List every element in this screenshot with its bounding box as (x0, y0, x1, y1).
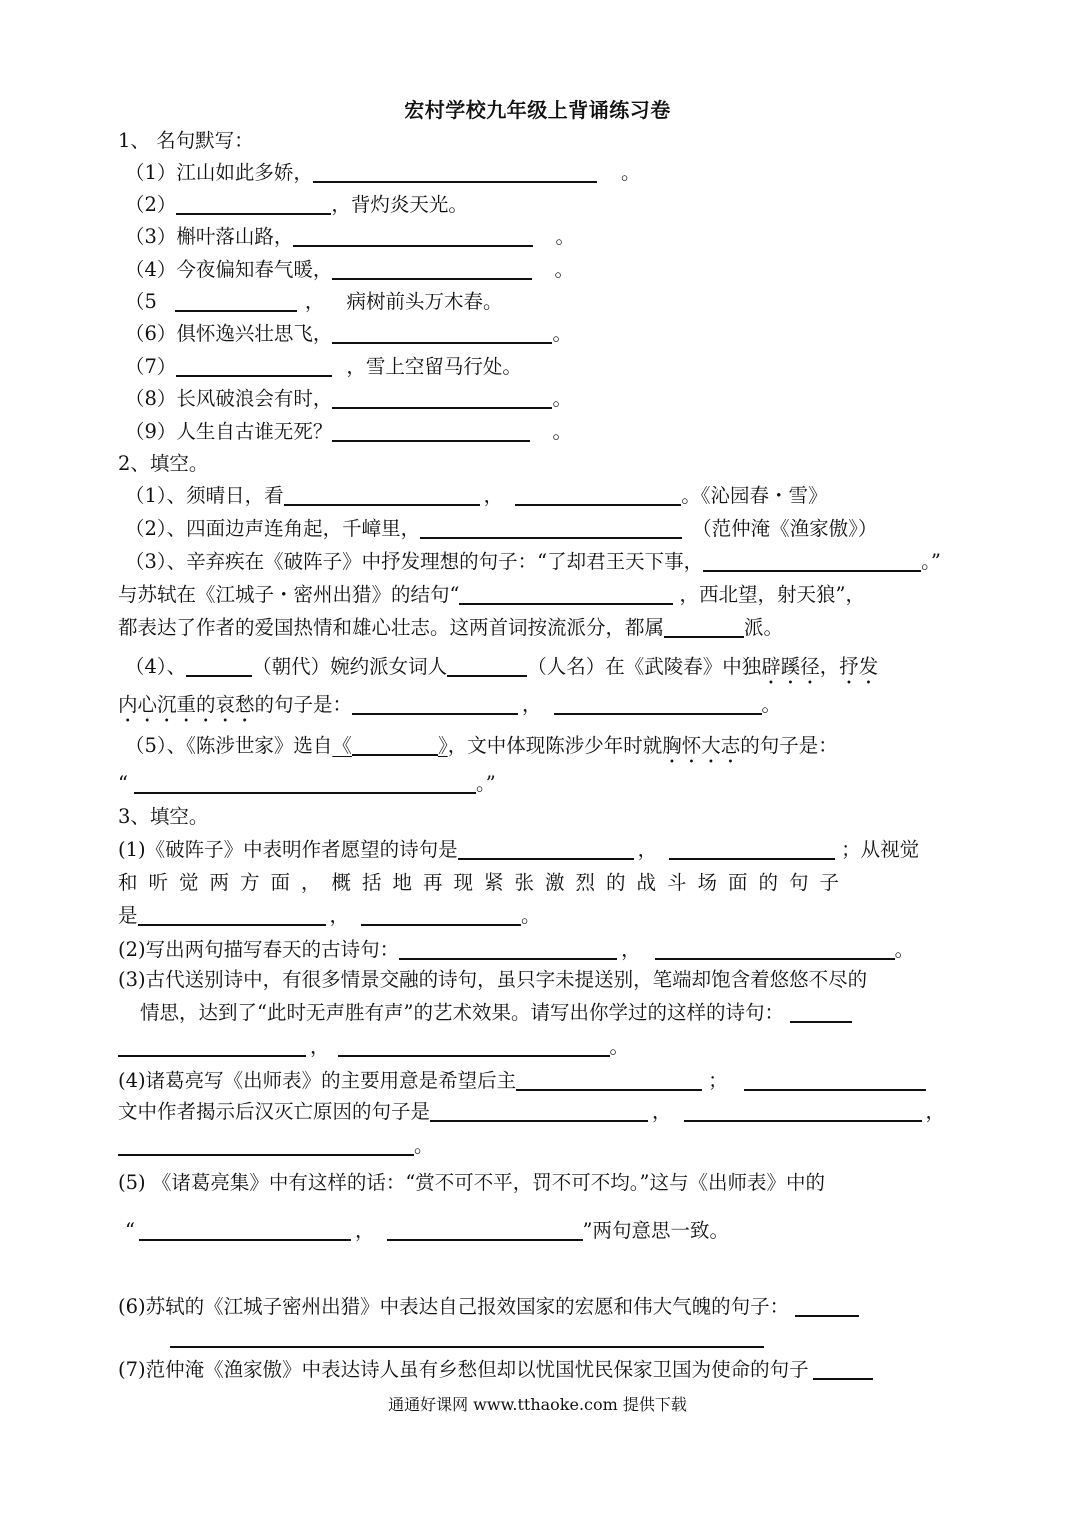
answer-blank[interactable] (118, 1134, 414, 1156)
answer-blank[interactable] (186, 655, 252, 677)
answer-blank[interactable] (669, 838, 835, 860)
answer-blank[interactable] (176, 193, 331, 215)
s1-q5: （5 ， 病树前头万木春。 (125, 290, 503, 313)
answer-blank[interactable] (138, 904, 326, 926)
answer-blank[interactable] (790, 1001, 852, 1023)
answer-blank[interactable] (703, 550, 921, 572)
answer-blank[interactable] (284, 484, 480, 506)
s3-q5-line2: “ ， ”两句意思一致。 (125, 1219, 729, 1242)
answer-blank[interactable] (554, 693, 762, 715)
s3-q2: (2)写出两句描写春天的古诗句： ， 。 (118, 938, 915, 961)
s3-q1-line1: (1)《破阵子》中表明作者愿望的诗句是 ， ；从视觉 (118, 838, 920, 861)
answer-blank[interactable] (459, 583, 673, 605)
s3-q3-line3: ， 。 (118, 1034, 629, 1060)
answer-blank[interactable] (134, 772, 476, 794)
answer-blank[interactable] (655, 938, 895, 960)
s2-q4-line1: （4）、 （朝代）婉约派女词人 （人名）在《武陵春》中独辟蹊径，抒发 (125, 655, 879, 678)
answer-blank[interactable] (361, 904, 521, 926)
s1-q8: （8）长风破浪会有时， 。 (125, 387, 572, 410)
s3-q4-line3: 。 (118, 1133, 434, 1159)
answer-blank[interactable] (293, 225, 533, 247)
answer-blank[interactable] (684, 1100, 922, 1122)
s3-q6-line1: (6)苏轼的《江城子密州出猎》中表达自己报效国家的宏愿和伟大气魄的句子： (118, 1294, 859, 1320)
s3-q1-line3: 是 ， 。 (118, 904, 541, 927)
s3-q5-line1: (5) 《诸葛亮集》中有这样的话：“赏不可不平，罚不可不均。”这与《出师表》中的 (118, 1171, 826, 1194)
s3-q7-line1: (7)范仲淹《渔家傲》中表达诗人虽有乡愁但却以忧国忧民保家卫国为使命的句子 (118, 1357, 873, 1383)
answer-blank[interactable] (813, 1358, 873, 1380)
answer-blank[interactable] (175, 290, 297, 312)
page-footer: 通通好课网 www.tthaoke.com 提供下载 (388, 1395, 687, 1414)
answer-blank[interactable] (176, 355, 332, 377)
answer-blank[interactable] (313, 161, 597, 183)
answer-blank[interactable] (447, 655, 527, 677)
s1-q9: （9）人生自古谁无死？ 。 (125, 420, 572, 443)
answer-blank[interactable] (516, 1069, 702, 1091)
s2-q5-line2: “ 。” (118, 772, 496, 795)
s1-q1: （1）江山如此多娇， 。 (125, 161, 641, 184)
s1-q6: （6）俱怀逸兴壮思飞， 。 (125, 322, 572, 345)
s2-q2: （2）、四面边声连角起，千嶂里， （范仲淹《渔家傲》） (125, 517, 878, 540)
s1-q7: （7） ，雪上空留马行处。 (125, 355, 522, 378)
answer-blank[interactable] (332, 420, 530, 442)
answer-blank[interactable] (338, 1035, 610, 1057)
s3-q3-line1: (3)古代送别诗中，有很多情景交融的诗句，虽只字未提送别，笔端却饱含着悠悠不尽的 (118, 968, 868, 991)
s3-q4-line2: 文中作者揭示后汉灭亡原因的句子是 ， ， (118, 1100, 946, 1123)
answer-blank[interactable] (399, 938, 617, 960)
answer-blank[interactable] (352, 734, 438, 756)
s3-q4-line1: (4)诸葛亮写《出师表》的主要用意是希望后主 ； (118, 1068, 926, 1094)
answer-blank[interactable] (118, 1035, 306, 1057)
s2-q5-line1: （5）、《陈涉世家》选自《 》，文中体现陈涉少年时就胸怀大志的句子是： (125, 734, 838, 757)
answer-blank[interactable] (420, 517, 682, 539)
answer-blank[interactable] (664, 616, 744, 638)
answer-blank[interactable] (352, 693, 518, 715)
s2-q3-line2: 与苏轼在《江城子・密州出猎》的结句“ ，西北望，射天狼”， (118, 583, 865, 606)
answer-blank[interactable] (744, 1069, 926, 1091)
section-1-heading: 1、 名句默写： (118, 129, 254, 152)
section-3-heading: 3、填空。 (118, 805, 209, 828)
s1-q3: （3）槲叶落山路， 。 (125, 225, 575, 248)
answer-blank[interactable] (332, 258, 532, 280)
answer-blank[interactable] (139, 1219, 351, 1241)
s2-q1: （1）、须晴日，看 ， 。《沁园春・雪》 (125, 484, 828, 507)
answer-blank[interactable] (515, 484, 681, 506)
s3-q6-answer-blank[interactable] (170, 1346, 764, 1348)
answer-blank[interactable] (332, 387, 552, 409)
section-2-heading: 2、填空。 (118, 452, 209, 475)
answer-blank[interactable] (387, 1219, 583, 1241)
s3-q3-line2: 情思，达到了“此时无声胜有声”的艺术效果。请写出你学过的这样的诗句： (140, 1000, 852, 1026)
s2-q4-line2: 内心沉重的哀愁的句子是： ， 。 (118, 693, 782, 716)
s2-q3-line3: 都表达了作者的爱国热情和雄心壮志。这两首词按流派分，都属 派。 (118, 616, 784, 639)
page-title: 宏村学校九年级上背诵练习卷 (404, 98, 671, 122)
answer-blank[interactable] (332, 322, 552, 344)
s3-q1-line2: 和听觉两方面，概括地再现紧张激烈的战斗场面的句子 (118, 871, 851, 894)
s1-q2: （2） ，背灼炎天光。 (125, 193, 468, 216)
answer-blank[interactable] (795, 1295, 859, 1317)
s1-q4: （4）今夜偏知春气暖， 。 (125, 258, 574, 281)
answer-blank[interactable] (430, 1100, 648, 1122)
answer-blank[interactable] (458, 838, 634, 860)
s2-q3-line1: （3）、辛弃疾在《破阵子》中抒发理想的句子：“了却君王天下事， 。” (125, 550, 941, 573)
